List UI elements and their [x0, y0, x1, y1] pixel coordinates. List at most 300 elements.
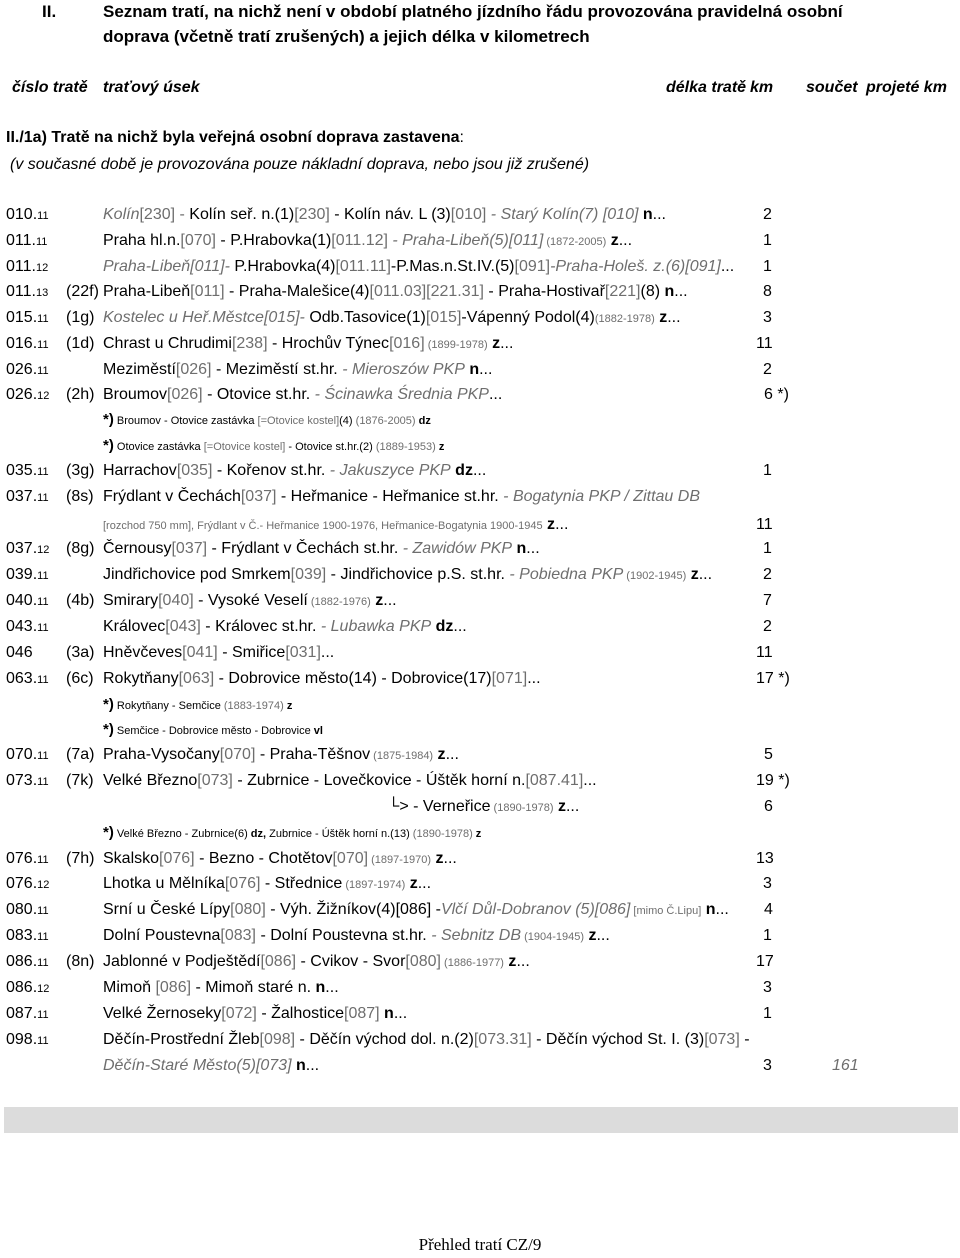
text-fragment: Srní u České Lípy [103, 901, 231, 918]
text-fragment: [221] [604, 283, 641, 300]
text-fragment: (1872-2005) [543, 236, 607, 248]
text-fragment: Velké Žernoseky [103, 1005, 222, 1022]
text-fragment: - Praha-Těšnov [255, 746, 371, 763]
table-row [0, 770, 960, 792]
table-row [0, 359, 960, 381]
text-fragment: [073] [197, 772, 233, 789]
text-fragment: - Praha-Hostivař [483, 283, 605, 300]
text-fragment: ... [526, 540, 540, 557]
text-fragment: - [739, 1031, 750, 1048]
table-row [0, 333, 960, 355]
track-code: (3a) [66, 644, 95, 661]
track-number [6, 564, 49, 587]
track-number [6, 486, 49, 509]
text-fragment: z [435, 441, 445, 453]
text-fragment: - Ścinawka Średnia PKP [310, 386, 489, 403]
track-number [6, 1029, 49, 1052]
text-fragment: dz [415, 415, 431, 427]
track-number-main: 076. [6, 850, 38, 867]
text-fragment: [098] [259, 1031, 296, 1048]
text-fragment: ... [720, 258, 735, 275]
track-number-sub: 11 [37, 339, 49, 351]
table-row [0, 256, 960, 278]
text-fragment: [083] [220, 927, 256, 944]
text-fragment: -Praha-Holeš. z.(6)[091] [550, 258, 721, 275]
table-row [0, 564, 960, 586]
track-number-sub: 11 [37, 313, 49, 325]
text-fragment: (1897-1970) [368, 854, 432, 866]
text-fragment: ... [479, 361, 493, 378]
column-section: traťový úsek [103, 79, 200, 96]
text-fragment: [230] [294, 206, 330, 223]
text-fragment: (4) [339, 415, 353, 427]
track-number-sub: 11 [37, 957, 49, 969]
text-fragment: - Zubrnice - Lovečkovice - Úštěk horní n. [232, 772, 526, 789]
track-number [6, 538, 49, 561]
track-code: (6c) [66, 670, 94, 687]
text-fragment: (1883-1974) [220, 700, 284, 712]
track-number [6, 333, 49, 356]
text-fragment: [011] [190, 283, 225, 300]
track-length: 8 [763, 283, 772, 300]
track-number-sub: 11 [37, 1035, 49, 1047]
track-section [103, 899, 729, 922]
track-length: 7 [763, 592, 772, 609]
text-fragment: Smirary [103, 592, 159, 609]
text-fragment: [=Otovice kostel] [203, 441, 286, 453]
track-number-sub: 11 [37, 622, 49, 634]
footnote [103, 694, 292, 717]
text-fragment: [011.12] [331, 232, 388, 249]
track-number-sub: 11 [37, 466, 49, 478]
footnote [103, 409, 431, 432]
track-section [103, 204, 666, 226]
text-fragment: Meziměstí [103, 361, 176, 378]
text-fragment: z [370, 592, 384, 609]
text-fragment: [mimo Č.Lipu] [630, 905, 702, 917]
track-number [6, 873, 49, 896]
text-fragment: dz, [250, 828, 267, 840]
text-fragment: z [503, 953, 517, 970]
track-length: 1 [763, 927, 772, 944]
track-code: (8g) [66, 540, 95, 557]
text-fragment: z [431, 850, 444, 867]
track-number-main: 015. [6, 309, 38, 326]
track-length: 1 [763, 540, 772, 557]
track-number [6, 1003, 49, 1026]
text-fragment: Praha-Vysočany [103, 746, 220, 763]
track-section [103, 384, 502, 406]
text-fragment: - Starý Kolín(7) [010] [486, 206, 639, 223]
track-number-main: 063. [6, 670, 38, 687]
text-fragment: Praha-Libeň [103, 283, 191, 300]
track-code: (7k) [66, 772, 94, 789]
table-row [0, 538, 960, 560]
section-number: II. [42, 2, 57, 21]
track-number [6, 204, 49, 227]
table-row [0, 204, 960, 226]
table-row [0, 281, 960, 303]
text-fragment: n [379, 1005, 394, 1022]
text-fragment: ... [596, 927, 610, 944]
text-fragment: ... [453, 618, 467, 635]
text-fragment: - Žalhostice [256, 1005, 345, 1022]
text-fragment: - Meziměstí st.hr. [211, 361, 338, 378]
text-fragment: - Otovice st.hr.(2) [285, 441, 373, 453]
text-fragment: Velké Březno - Zubrnice(6) [113, 828, 251, 840]
track-number [6, 281, 48, 304]
text-fragment: [071] [491, 670, 528, 687]
track-number [6, 770, 49, 793]
text-fragment: - Otovice st.hr. [202, 386, 311, 403]
track-number [6, 590, 49, 613]
text-fragment: n [660, 283, 675, 300]
text-fragment: Rokytňany - Semčice [113, 700, 221, 712]
text-fragment: ... [516, 953, 530, 970]
track-section [103, 616, 467, 638]
text-fragment: n [512, 540, 527, 557]
text-fragment: [070] [332, 850, 369, 867]
track-length: 6 [764, 798, 773, 815]
text-fragment: (8) [640, 283, 661, 300]
text-fragment: - Praha-Libeň(5)[011] [387, 232, 544, 249]
track-number-sub: 11 [37, 210, 49, 222]
track-length: 11 [756, 335, 773, 352]
track-number-main: 016. [6, 335, 38, 352]
track-number-main: 011. [6, 283, 36, 300]
text-fragment: [041] [182, 644, 218, 661]
text-fragment: - Cvikov - Svor [296, 953, 406, 970]
text-fragment: [011.03][221.31] [369, 283, 484, 300]
footnote-marker: *) [103, 437, 114, 454]
text-fragment: - Mieroszów PKP [337, 361, 465, 378]
track-code: (3g) [66, 462, 95, 479]
text-fragment: [=Otovice kostel] [257, 415, 340, 427]
text-fragment: - Kolín náv. L (3) [329, 206, 451, 223]
text-fragment: [015] [425, 309, 462, 326]
text-fragment: z [606, 232, 619, 249]
text-fragment: Kolín seř. n.(1) [189, 206, 295, 223]
track-length: 1 [763, 232, 772, 249]
text-fragment: [035] [176, 462, 213, 479]
text-fragment: ... [472, 462, 487, 479]
text-fragment: (1886-1977) [440, 957, 504, 969]
text-fragment: - Kořenov st.hr. [212, 462, 326, 479]
text-fragment: - Jindřichovice p.S. st.hr. [326, 566, 505, 583]
text-fragment: [076] [224, 875, 261, 892]
table-row [0, 848, 960, 870]
table-row [0, 384, 960, 406]
text-fragment: z [584, 927, 597, 944]
footer-band [4, 1107, 958, 1133]
text-fragment: Jindřichovice pod Smrkem [103, 566, 291, 583]
track-number [6, 925, 49, 948]
track-number-main: 011. [6, 258, 36, 275]
footnote [103, 719, 323, 742]
text-fragment: Kostelec u Heř.Městce[015]- [103, 309, 305, 326]
text-fragment: [rozchod 750 mm], Frýdlant v Č.- Heřmanice 1900-1976, Heřmanice-Bogatynia 1900-1945 [103, 520, 543, 532]
table-row [0, 977, 960, 999]
track-number [6, 642, 33, 665]
text-fragment: [076] [159, 850, 195, 867]
text-fragment: [238] [231, 335, 268, 352]
track-section [103, 538, 540, 560]
text-fragment: Frýdlant v Čechách [103, 488, 241, 505]
text-fragment: z [405, 875, 418, 892]
footnote-marker: *) [103, 411, 114, 428]
text-fragment: [073.31] [473, 1031, 532, 1048]
text-fragment: [010] [450, 206, 487, 223]
text-fragment: - Heřmanice - Heřmanice st.hr. [276, 488, 499, 505]
text-fragment: - Praha-Malešice(4) [224, 283, 370, 300]
text-fragment: [039] [290, 566, 327, 583]
column-length: délka tratě [666, 79, 747, 96]
track-length: 3 [763, 979, 772, 996]
text-fragment: [087.41] [525, 772, 584, 789]
table-row [0, 486, 960, 508]
track-code: (7a) [66, 746, 95, 763]
text-fragment: [043] [165, 618, 201, 635]
table-row [0, 1003, 960, 1025]
track-length: 17 *) [756, 670, 790, 687]
page-footer: Přehled tratí CZ/9 [418, 1235, 542, 1254]
track-number [6, 307, 49, 330]
table-row [0, 616, 960, 638]
text-fragment: [070] [180, 232, 216, 249]
track-length: 11 [756, 644, 773, 661]
text-fragment: Lhotka u Mělníka [103, 875, 225, 892]
text-fragment: ... [443, 850, 457, 867]
track-length: 4 [764, 901, 773, 918]
track-number [6, 384, 49, 407]
track-number-main: 043. [6, 618, 38, 635]
table-row [0, 744, 960, 766]
track-section [103, 307, 681, 330]
text-fragment: Otovice zastávka [113, 441, 204, 453]
track-number [6, 977, 49, 1000]
track-code: (1g) [66, 309, 95, 326]
text-fragment: (1890-1978) [409, 828, 473, 840]
track-section [103, 770, 597, 792]
text-fragment: Velké Březno [103, 772, 198, 789]
track-code: (1d) [66, 335, 95, 352]
total-km: 161 [832, 1057, 859, 1074]
text-fragment: n [311, 979, 326, 996]
text-fragment: Praha hl.n. [103, 232, 181, 249]
table-row [0, 590, 960, 612]
track-code: (2h) [66, 386, 95, 403]
text-fragment: [080] [405, 953, 441, 970]
track-number-main: 083. [6, 927, 38, 944]
text-fragment: [086] [260, 953, 297, 970]
text-fragment: n [638, 206, 653, 223]
text-fragment: [011.11] [335, 258, 391, 275]
section-title-text: II./1a) Tratě na nichž byla veřejná osobní doprava zastavena [6, 129, 460, 146]
text-fragment: (1875-1984) [370, 750, 434, 762]
text-fragment: z [542, 516, 556, 533]
text-fragment: [230] - [139, 206, 190, 223]
track-number [6, 460, 49, 483]
track-number-sub: 11 [37, 750, 49, 762]
track-length: 3 [763, 309, 772, 326]
text-fragment: [063] [178, 670, 215, 687]
text-fragment: Kolín [103, 206, 140, 223]
text-fragment: - P.Hrabovka(1) [215, 232, 332, 249]
track-section [103, 590, 397, 613]
track-length: 17 [756, 953, 774, 970]
text-fragment: Černousy [103, 540, 172, 557]
track-number-sub: 12 [35, 262, 49, 274]
track-number-main: 073. [6, 772, 38, 789]
track-section [103, 359, 492, 381]
track-number-main: 070. [6, 746, 38, 763]
track-section [388, 796, 579, 819]
track-number-main: 011. [6, 232, 36, 249]
text-fragment: ... [325, 979, 339, 996]
text-fragment: Děčín-Staré Město(5)[073] [103, 1057, 292, 1074]
text-fragment: n [701, 901, 716, 918]
track-number-sub: 11 [37, 776, 49, 788]
footnote-marker: *) [103, 696, 114, 713]
track-number-sub: 11 [37, 905, 49, 917]
section-subtitle: (v současné době je provozována pouze nákladní doprava, nebo jsou již zrušené) [10, 156, 590, 173]
table-row [0, 899, 960, 921]
column-km: projeté km [866, 79, 947, 96]
track-section [103, 848, 457, 871]
page-title-line1: Seznam tratí, na nichž není v období platného jízdního řádu provozována pravidelná osobní [103, 2, 843, 21]
track-section [103, 951, 530, 974]
text-fragment: Mimoň [103, 979, 152, 996]
text-fragment: - Jakuszyce PKP [325, 462, 451, 479]
track-number-main: 087. [6, 1005, 38, 1022]
track-number-main: 026. [6, 386, 38, 403]
text-fragment: (1899-1978) [424, 339, 488, 351]
track-number [6, 359, 49, 382]
text-fragment: Harrachov [103, 462, 177, 479]
track-number-sub: 11 [37, 1009, 49, 1021]
track-length: 19 *) [756, 772, 790, 789]
text-fragment: - Zawidów PKP [398, 540, 513, 557]
text-fragment: - Sebnitz DB [426, 927, 522, 944]
text-fragment: ... [417, 875, 432, 892]
text-fragment: Broumov [103, 386, 168, 403]
text-fragment: ... [715, 901, 729, 918]
track-number-main: 010. [6, 206, 38, 223]
table-row [0, 230, 960, 252]
text-fragment: (1890-1978) [490, 802, 554, 814]
track-number-main: 086. [6, 979, 38, 996]
text-fragment: - Bezno - Chotětov [194, 850, 333, 867]
track-number-sub: 11 [37, 596, 49, 608]
text-fragment: [026] [167, 386, 203, 403]
track-section [103, 333, 513, 356]
track-section [103, 460, 486, 482]
text-fragment: - Děčín východ St. I. (3) [531, 1031, 705, 1048]
text-fragment: Dolní Poustevna [103, 927, 221, 944]
text-fragment: [037] [171, 540, 208, 557]
table-row [0, 1055, 960, 1077]
track-section [103, 744, 459, 767]
track-number [6, 668, 49, 691]
track-number [6, 256, 48, 279]
track-number-main: 035. [6, 462, 38, 479]
text-fragment: [091] [514, 258, 551, 275]
text-fragment: - Dolní Poustevna st.hr. [256, 927, 427, 944]
table-row [0, 460, 960, 482]
text-fragment: Odb.Tasovice(1) [304, 309, 426, 326]
text-fragment: (1897-1974) [342, 879, 406, 891]
text-fragment: Skalsko [103, 850, 160, 867]
text-fragment: ... [445, 746, 459, 763]
footnote-marker: *) [103, 721, 114, 738]
track-length: 2 [763, 361, 772, 378]
footnote [103, 822, 481, 845]
text-fragment: [031] [285, 644, 321, 661]
track-length: 11 [756, 516, 773, 533]
text-fragment: Broumov - Otovice zastávka [113, 415, 258, 427]
text-fragment: ... [383, 592, 397, 609]
text-fragment: [080] [230, 901, 266, 918]
table-row [0, 514, 960, 536]
track-section [103, 230, 632, 253]
text-fragment: Chrast u Chrudimi [103, 335, 232, 352]
track-section [103, 256, 734, 278]
text-fragment: (1904-1945) [521, 931, 585, 943]
text-fragment: Semčice - Dobrovice město - Dobrovice [113, 725, 314, 737]
table-row [0, 873, 960, 895]
track-length: 3 [763, 1057, 772, 1074]
text-fragment: [040] [158, 592, 194, 609]
table-row [0, 1029, 960, 1051]
column-sum: součet [806, 79, 858, 96]
track-number-main: 037. [6, 488, 38, 505]
track-number-sub: 12 [37, 879, 50, 891]
text-fragment: - Bogatynia PKP / Zittau DB [498, 488, 700, 505]
text-fragment: z [433, 746, 446, 763]
track-number [6, 230, 47, 253]
track-number [6, 848, 49, 871]
text-fragment: -Vápenný Podol(4) [461, 309, 595, 326]
table-row [0, 925, 960, 947]
track-number-sub: 11 [37, 365, 49, 377]
track-code: (22f) [66, 283, 99, 300]
text-fragment: ... [305, 1057, 320, 1074]
text-fragment: Rokytňany [103, 670, 179, 687]
track-length: 1 [763, 1005, 772, 1022]
track-number-sub: 11 [37, 854, 49, 866]
text-fragment: - Střednice [260, 875, 343, 892]
text-fragment: n [291, 1057, 306, 1074]
text-fragment: z [472, 828, 482, 840]
text-fragment: [070] [219, 746, 256, 763]
track-section [103, 642, 334, 664]
text-fragment: [072] [221, 1005, 257, 1022]
text-fragment: - Výh. Žižníkov(4)[086] - [265, 901, 441, 918]
column-number: číslo tratě [12, 79, 88, 96]
track-number-main: 026. [6, 361, 38, 378]
text-fragment: (1882-1978) [594, 313, 655, 325]
track-section [103, 1055, 319, 1077]
text-fragment: Děčín-Prostřední Žleb [103, 1031, 260, 1048]
text-fragment: (1902-1945) [623, 570, 687, 582]
track-number [6, 616, 49, 639]
track-number-sub: 11 [37, 492, 49, 504]
track-number [6, 899, 49, 922]
track-code: (4b) [66, 592, 95, 609]
track-number-main: 080. [6, 901, 38, 918]
track-number-sub: 12 [37, 983, 50, 995]
track-length: 13 [756, 850, 774, 867]
